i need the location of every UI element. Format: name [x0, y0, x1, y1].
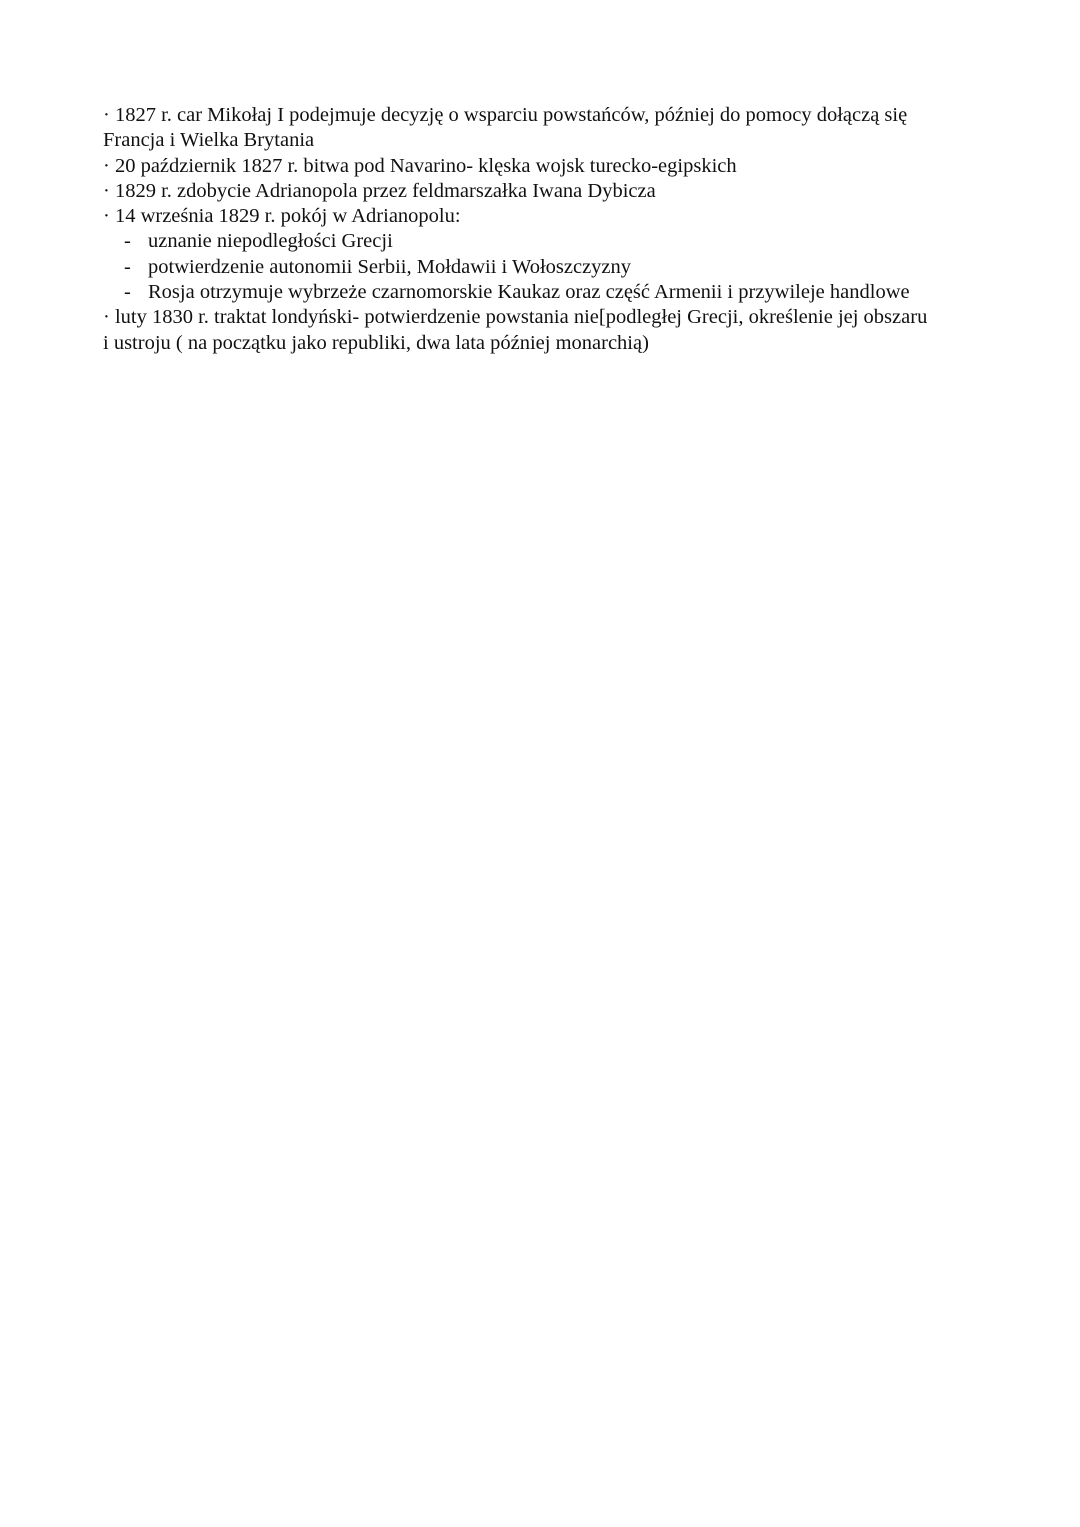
sub-item-greek-independence [103, 229, 993, 254]
entry-navarino: · 20 październik 1827 r. bitwa pod Navarino- klęska wojsk turecko-egipskich [103, 154, 737, 177]
entry-1827-line-2: Francja i Wielka Brytania [103, 129, 315, 152]
sub-item-text: potwierdzenie autonomii Serbii, Mołdawii i Wołoszczyzny [148, 255, 632, 278]
entry-london-treaty-line-2: i ustroju ( na początku jako republiki, dwa lata później monarchią) [103, 331, 649, 354]
document-body [103, 103, 993, 356]
dash-marker: - [124, 255, 131, 278]
dash-marker: - [124, 281, 131, 304]
entry-adrianopol-capture: · 1829 r. zdobycie Adrianopola przez feldmarszałka Iwana Dybicza [103, 179, 656, 202]
sub-item-russia-gains [103, 280, 993, 305]
sub-item-text: uznanie niepodległości Grecji [148, 230, 393, 253]
sub-item-text: Rosja otrzymuje wybrzeże czarnomorskie Kaukaz oraz część Armenii i przywileje handlowe [148, 281, 910, 304]
entry-1827-line-1: · 1827 r. car Mikołaj I podejmuje decyzję o wsparciu powstańców, później do pomocy dołączą się [103, 104, 908, 126]
sub-item-autonomy [103, 255, 993, 280]
entry-london-treaty-line-1: · luty 1830 r. traktat londyński- potwierdzenie powstania nie[podległej Grecji, określenie jej obszaru [103, 306, 928, 329]
entry-adrianopol-peace: · 14 września 1829 r. pokój w Adrianopolu: [103, 205, 461, 228]
dash-marker: - [124, 230, 131, 253]
